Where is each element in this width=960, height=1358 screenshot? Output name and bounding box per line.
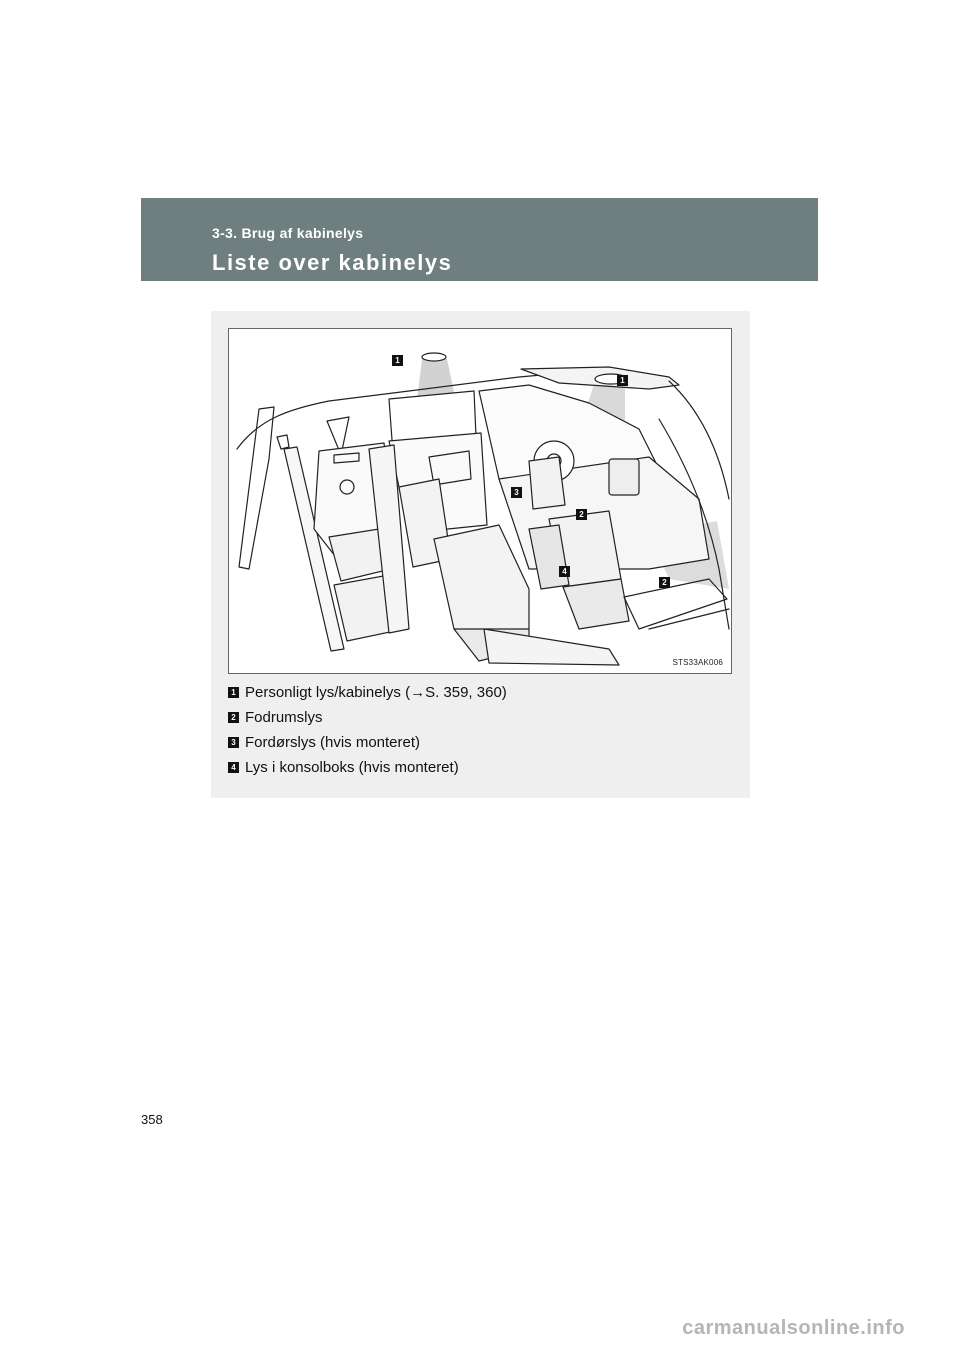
callout-1-rear-dome: 1 — [392, 355, 403, 366]
legend-text: Fordørslys (hvis monteret) — [245, 733, 421, 751]
legend-item — [228, 680, 738, 704]
legend-text: Personligt lys/kabinelys (→S. 359, 360) — [245, 683, 507, 701]
illustration-panel — [211, 311, 750, 798]
callout-2-footwell-right: 2 — [659, 577, 670, 588]
figure-code: STS33AK006 — [672, 658, 723, 667]
watermark: carmanualsonline.info — [682, 1317, 905, 1339]
legend-text: Lys i konsolboks (hvis monteret) — [245, 758, 459, 776]
page-number: 358 — [141, 1112, 163, 1127]
legend-item — [228, 705, 738, 729]
section-label: 3-3. Brug af kabinelys — [212, 225, 364, 241]
page-title: Liste over kabinelys — [212, 250, 453, 275]
legend-item — [228, 755, 738, 779]
legend-text: Fodrumslys — [245, 708, 323, 726]
car-interior-illustration — [228, 328, 732, 674]
legend-number-badge: 1 — [228, 687, 239, 698]
car-interior-drawing — [229, 329, 731, 673]
callout-4-console-box: 4 — [559, 566, 570, 577]
legend-number-badge: 3 — [228, 737, 239, 748]
legend-number-badge: 2 — [228, 712, 239, 723]
callout-1-front-dome: 1 — [617, 375, 628, 386]
callout-2-footwell-center: 2 — [576, 509, 587, 520]
legend-list — [228, 680, 738, 780]
legend-item — [228, 730, 738, 754]
callout-3-door-light: 3 — [511, 487, 522, 498]
legend-number-badge: 4 — [228, 762, 239, 773]
chapter-header — [141, 198, 818, 281]
